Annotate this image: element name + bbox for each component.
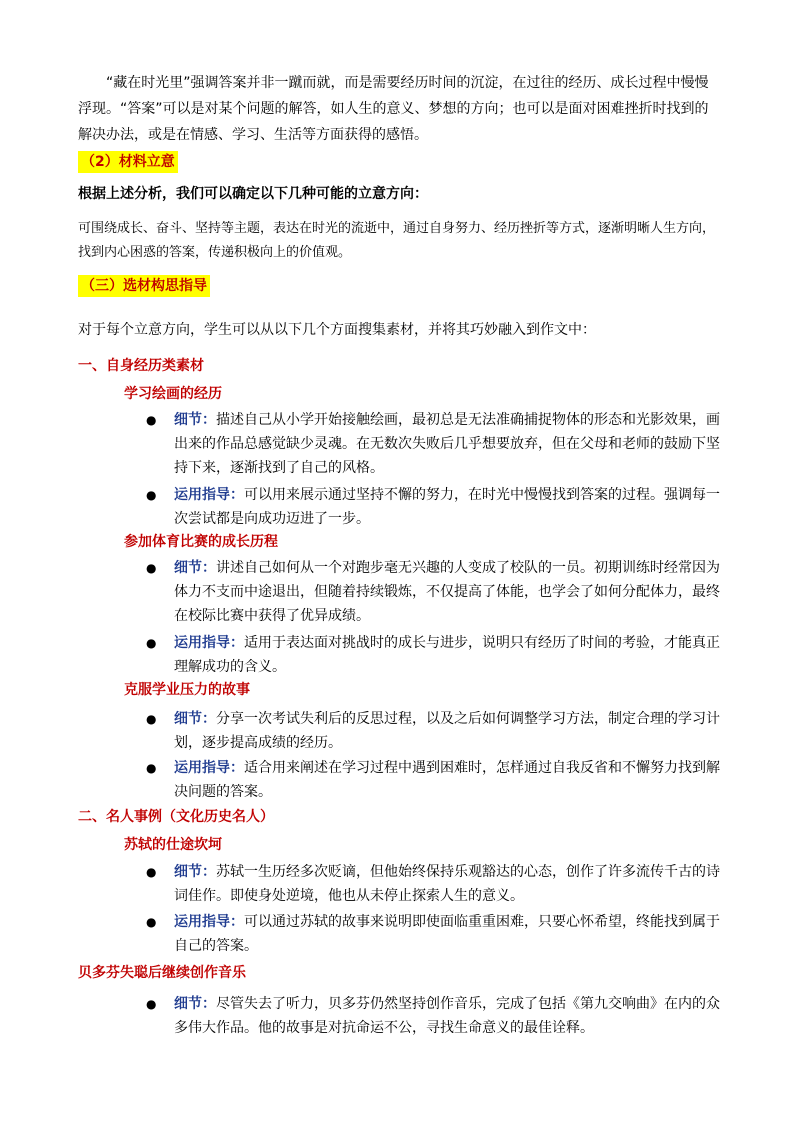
bullet-icon: ● [146, 761, 157, 775]
detail-label: 细节： [174, 711, 216, 727]
bullet-icon: ● [146, 488, 157, 502]
bullet-icon: ● [146, 915, 157, 929]
detail-text: 苏轼一生历经多次贬谪，但他始终保持乐观豁达的心态，创作了许多流传千古的诗词佳作。即使身处逆境，他也从未停止探索人生的意义。 [174, 864, 720, 904]
detail-text: 尽管失去了听力，贝多芬仍然坚持创作音乐，完成了包括《第九交响曲》在内的众多伟大作品。他的故事是对抗命运不公，寻找生命意义的最佳诠释。 [174, 996, 720, 1036]
section-title-personal: 一、自身经历类素材 [78, 358, 204, 374]
material-intent-body: 可围绕成长、奋斗、坚持等主题，表达在时光的流逝中，通过自身努力、经历挫折等方式，逐渐明晰人生方向，找到内心困惑的答案，传递积极向上的价值观。 [78, 221, 716, 260]
bullet-icon: ● [146, 712, 157, 726]
bullet-icon: ● [146, 865, 157, 879]
bullet-icon: ● [146, 997, 157, 1011]
material-intent-heading: （2）材料立意 [78, 151, 178, 173]
detail-label: 细节： [174, 412, 216, 428]
subsection-title: 学习绘画的经历 [124, 386, 222, 402]
bullet-icon: ● [146, 413, 157, 427]
usage-label: 运用指导： [174, 635, 244, 651]
usage-text: 可以用来展示通过坚持不懈的努力，在时光中慢慢找到答案的过程。强调每一次尝试都是向成功迈进了一步。 [174, 487, 720, 527]
subsection-title: 克服学业压力的故事 [124, 682, 250, 698]
detail-text: 分享一次考试失利后的反思过程，以及之后如何调整学习方法，制定合理的学习计划，逐步提高成绩的经历。 [174, 711, 720, 751]
subsection-title: 贝多芬失聪后继续创作音乐 [78, 965, 246, 981]
section-title-famous: 二、名人事例（文化历史名人） [78, 809, 274, 825]
detail-text: 讲述自己如何从一个对跑步毫无兴趣的人变成了校队的一员。初期训练时经常因为体力不支而中途退出，但随着持续锻炼，不仅提高了体能，也学会了如何分配体力，最终在校际比赛中获得了优异成绩。 [174, 560, 720, 624]
intro-paragraph: “藏在时光里”强调答案并非一蹴而就，而是需要经历时间的沉淀，在过往的经历、成长过程中慢慢浮现。“答案”可以是对某个问题的解答，如人生的意义、梦想的方向；也可以是面对困难挫折时找到的解决办法，或是在情感、学习、生活等方面获得的感悟。 [78, 75, 709, 143]
usage-label: 运用指导： [174, 760, 244, 776]
bullet-icon: ● [146, 561, 157, 575]
bullet-icon: ● [146, 636, 157, 650]
usage-text: 适用于表达面对挑战时的成长与进步，说明只有经历了时间的考验，才能真正理解成功的含义。 [174, 635, 720, 675]
subsection-title: 苏轼的仕途坎坷 [124, 837, 222, 853]
usage-label: 运用指导： [174, 487, 244, 503]
selection-lead: 对于每个立意方向，学生可以从以下几个方面搜集素材，并将其巧妙融入到作文中： [78, 322, 596, 338]
material-intent-lead: 根据上述分析，我们可以确定以下几种可能的立意方向： [78, 186, 428, 202]
usage-text: 可以通过苏轼的故事来说明即使面临重重困难，只要心怀希望，终能找到属于自己的答案。 [174, 914, 720, 954]
selection-heading: （三）选材构思指导 [78, 275, 210, 297]
detail-label: 细节： [174, 864, 216, 880]
detail-label: 细节： [174, 560, 216, 576]
detail-text: 描述自己从小学开始接触绘画，最初总是无法准确捕捉物体的形态和光影效果，画出来的作品总感觉缺少灵魂。在无数次失败后几乎想要放弃，但在父母和老师的鼓励下坚持下来，逐渐找到了自己的风格。 [174, 412, 720, 476]
subsection-title: 参加体育比赛的成长历程 [124, 534, 278, 550]
detail-label: 细节： [174, 996, 216, 1012]
usage-text: 适合用来阐述在学习过程中遇到困难时，怎样通过自我反省和不懈努力找到解决问题的答案。 [174, 760, 720, 800]
usage-label: 运用指导： [174, 914, 244, 930]
